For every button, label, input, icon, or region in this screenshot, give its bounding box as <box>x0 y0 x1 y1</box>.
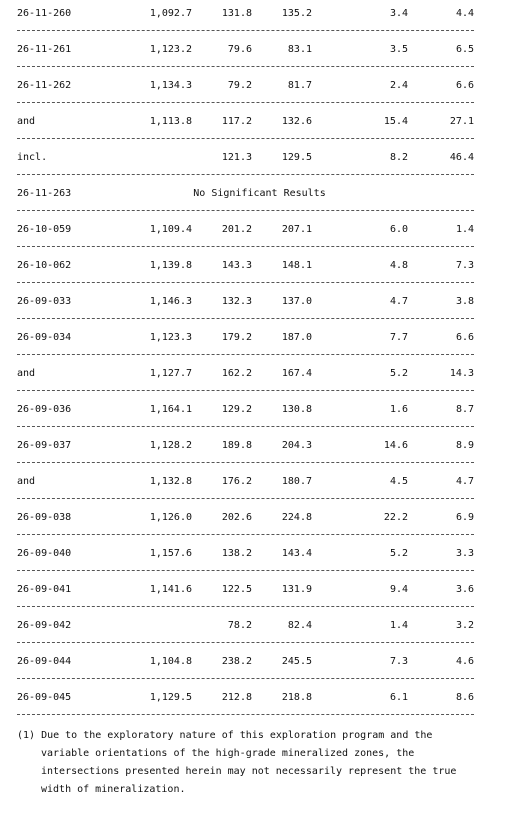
hole-id-cell: and <box>17 476 36 487</box>
from-cell: 131.8 <box>221 8 252 19</box>
from-cell: 117.2 <box>221 116 252 127</box>
hole-id-cell: 26-09-044 <box>17 656 72 667</box>
value-cell: 1,092.7 <box>149 8 192 19</box>
value-cell: 1,146.3 <box>149 296 192 307</box>
to-cell: 135.2 <box>281 8 312 19</box>
hole-id-cell: 26-09-034 <box>17 332 72 343</box>
length-cell: 4.7 <box>389 296 408 307</box>
row-divider <box>17 354 474 355</box>
table-row <box>17 360 474 396</box>
row-divider <box>17 678 474 679</box>
to-cell: 137.0 <box>281 296 312 307</box>
hole-id-cell: 26-09-042 <box>17 620 72 631</box>
hole-id-cell: 26-11-260 <box>17 8 72 19</box>
grade-cell: 27.1 <box>449 116 474 127</box>
value-cell: 1,157.6 <box>149 548 192 559</box>
table-row <box>17 396 474 432</box>
grade-cell: 14.3 <box>449 368 474 379</box>
hole-id-cell: 26-10-059 <box>17 224 72 235</box>
grade-cell: 3.6 <box>455 584 474 595</box>
to-cell: 129.5 <box>281 152 312 163</box>
row-divider <box>17 714 474 715</box>
from-cell: 122.5 <box>221 584 252 595</box>
length-cell: 1.6 <box>389 404 408 415</box>
length-cell: 6.0 <box>389 224 408 235</box>
length-cell: 22.2 <box>383 512 408 523</box>
length-cell: 1.4 <box>389 620 408 631</box>
grade-cell: 3.3 <box>455 548 474 559</box>
table-row <box>17 468 474 504</box>
row-divider <box>17 30 474 31</box>
hole-id-cell: and <box>17 116 36 127</box>
grade-cell: 4.4 <box>455 8 474 19</box>
grade-cell: 8.7 <box>455 404 474 415</box>
to-cell: 245.5 <box>281 656 312 667</box>
to-cell: 148.1 <box>281 260 312 271</box>
hole-id-cell: 26-09-037 <box>17 440 72 451</box>
from-cell: 129.2 <box>221 404 252 415</box>
from-cell: 138.2 <box>221 548 252 559</box>
to-cell: 132.6 <box>281 116 312 127</box>
from-cell: 176.2 <box>221 476 252 487</box>
grade-cell: 6.6 <box>455 332 474 343</box>
table-row <box>17 144 474 180</box>
grade-cell: 8.9 <box>455 440 474 451</box>
value-cell: 1,109.4 <box>149 224 192 235</box>
value-cell: 1,123.2 <box>149 44 192 55</box>
to-cell: 81.7 <box>287 80 312 91</box>
value-cell: 1,139.8 <box>149 260 192 271</box>
grade-cell: 6.6 <box>455 80 474 91</box>
length-cell: 5.2 <box>389 548 408 559</box>
row-divider <box>17 570 474 571</box>
value-cell: 1,104.8 <box>149 656 192 667</box>
from-cell: 143.3 <box>221 260 252 271</box>
drill-results-table <box>17 0 474 720</box>
value-cell: 1,129.5 <box>149 692 192 703</box>
row-divider <box>17 210 474 211</box>
to-cell: 207.1 <box>281 224 312 235</box>
to-cell: 83.1 <box>287 44 312 55</box>
from-cell: 189.8 <box>221 440 252 451</box>
from-cell: 121.3 <box>221 152 252 163</box>
footnote-line: width of mineralization. <box>41 784 186 795</box>
row-divider <box>17 534 474 535</box>
hole-id-cell: 26-10-062 <box>17 260 72 271</box>
to-cell: 218.8 <box>281 692 312 703</box>
to-cell: 204.3 <box>281 440 312 451</box>
note-cell: No Significant Results <box>193 188 326 199</box>
table-row <box>17 108 474 144</box>
to-cell: 180.7 <box>281 476 312 487</box>
hole-id-cell: 26-11-262 <box>17 80 72 91</box>
table-row <box>17 684 474 720</box>
table-row <box>17 612 474 648</box>
row-divider <box>17 606 474 607</box>
row-divider <box>17 138 474 139</box>
length-cell: 15.4 <box>383 116 408 127</box>
length-cell: 6.1 <box>389 692 408 703</box>
table-row <box>17 648 474 684</box>
to-cell: 131.9 <box>281 584 312 595</box>
hole-id-cell: 26-09-045 <box>17 692 72 703</box>
length-cell: 5.2 <box>389 368 408 379</box>
length-cell: 3.4 <box>389 8 408 19</box>
footnote <box>17 727 467 799</box>
length-cell: 7.7 <box>389 332 408 343</box>
grade-cell: 6.9 <box>455 512 474 523</box>
hole-id-cell: 26-09-041 <box>17 584 72 595</box>
from-cell: 79.6 <box>227 44 252 55</box>
grade-cell: 3.8 <box>455 296 474 307</box>
row-divider <box>17 246 474 247</box>
from-cell: 238.2 <box>221 656 252 667</box>
table-row <box>17 180 474 216</box>
table-row <box>17 288 474 324</box>
length-cell: 8.2 <box>389 152 408 163</box>
to-cell: 187.0 <box>281 332 312 343</box>
row-divider <box>17 498 474 499</box>
value-cell: 1,134.3 <box>149 80 192 91</box>
length-cell: 9.4 <box>389 584 408 595</box>
table-row <box>17 324 474 360</box>
row-divider <box>17 426 474 427</box>
hole-id-cell: 26-09-033 <box>17 296 72 307</box>
to-cell: 130.8 <box>281 404 312 415</box>
from-cell: 78.2 <box>227 620 252 631</box>
to-cell: 143.4 <box>281 548 312 559</box>
hole-id-cell: incl. <box>17 152 48 163</box>
row-divider <box>17 102 474 103</box>
grade-cell: 8.6 <box>455 692 474 703</box>
value-cell: 1,123.3 <box>149 332 192 343</box>
hole-id-cell: 26-11-263 <box>17 188 72 199</box>
grade-cell: 46.4 <box>449 152 474 163</box>
grade-cell: 1.4 <box>455 224 474 235</box>
from-cell: 202.6 <box>221 512 252 523</box>
grade-cell: 7.3 <box>455 260 474 271</box>
value-cell: 1,132.8 <box>149 476 192 487</box>
table-row <box>17 576 474 612</box>
table-row <box>17 252 474 288</box>
from-cell: 201.2 <box>221 224 252 235</box>
to-cell: 82.4 <box>287 620 312 631</box>
grade-cell: 6.5 <box>455 44 474 55</box>
table-row <box>17 36 474 72</box>
table-row <box>17 72 474 108</box>
hole-id-cell: 26-11-261 <box>17 44 72 55</box>
grade-cell: 4.6 <box>455 656 474 667</box>
hole-id-cell: and <box>17 368 36 379</box>
value-cell: 1,128.2 <box>149 440 192 451</box>
table-row <box>17 504 474 540</box>
row-divider <box>17 318 474 319</box>
footnote-line: intersections presented herein may not necessarily represent the true <box>41 766 457 777</box>
to-cell: 224.8 <box>281 512 312 523</box>
length-cell: 2.4 <box>389 80 408 91</box>
from-cell: 132.3 <box>221 296 252 307</box>
length-cell: 4.8 <box>389 260 408 271</box>
table-row <box>17 432 474 468</box>
length-cell: 3.5 <box>389 44 408 55</box>
from-cell: 79.2 <box>227 80 252 91</box>
value-cell: 1,126.0 <box>149 512 192 523</box>
row-divider <box>17 462 474 463</box>
grade-cell: 4.7 <box>455 476 474 487</box>
table-row <box>17 216 474 252</box>
length-cell: 14.6 <box>383 440 408 451</box>
value-cell: 1,127.7 <box>149 368 192 379</box>
table-row <box>17 0 474 36</box>
hole-id-cell: 26-09-036 <box>17 404 72 415</box>
row-divider <box>17 66 474 67</box>
table-row <box>17 540 474 576</box>
value-cell: 1,141.6 <box>149 584 192 595</box>
footnote-line: variable orientations of the high-grade mineralized zones, the <box>41 748 415 759</box>
from-cell: 179.2 <box>221 332 252 343</box>
hole-id-cell: 26-09-038 <box>17 512 72 523</box>
length-cell: 4.5 <box>389 476 408 487</box>
value-cell: 1,164.1 <box>149 404 192 415</box>
grade-cell: 3.2 <box>455 620 474 631</box>
from-cell: 162.2 <box>221 368 252 379</box>
from-cell: 212.8 <box>221 692 252 703</box>
length-cell: 7.3 <box>389 656 408 667</box>
row-divider <box>17 390 474 391</box>
row-divider <box>17 174 474 175</box>
row-divider <box>17 282 474 283</box>
row-divider <box>17 642 474 643</box>
hole-id-cell: 26-09-040 <box>17 548 72 559</box>
value-cell: 1,113.8 <box>149 116 192 127</box>
to-cell: 167.4 <box>281 368 312 379</box>
footnote-line: (1) Due to the exploratory nature of this exploration program and the <box>17 730 433 741</box>
